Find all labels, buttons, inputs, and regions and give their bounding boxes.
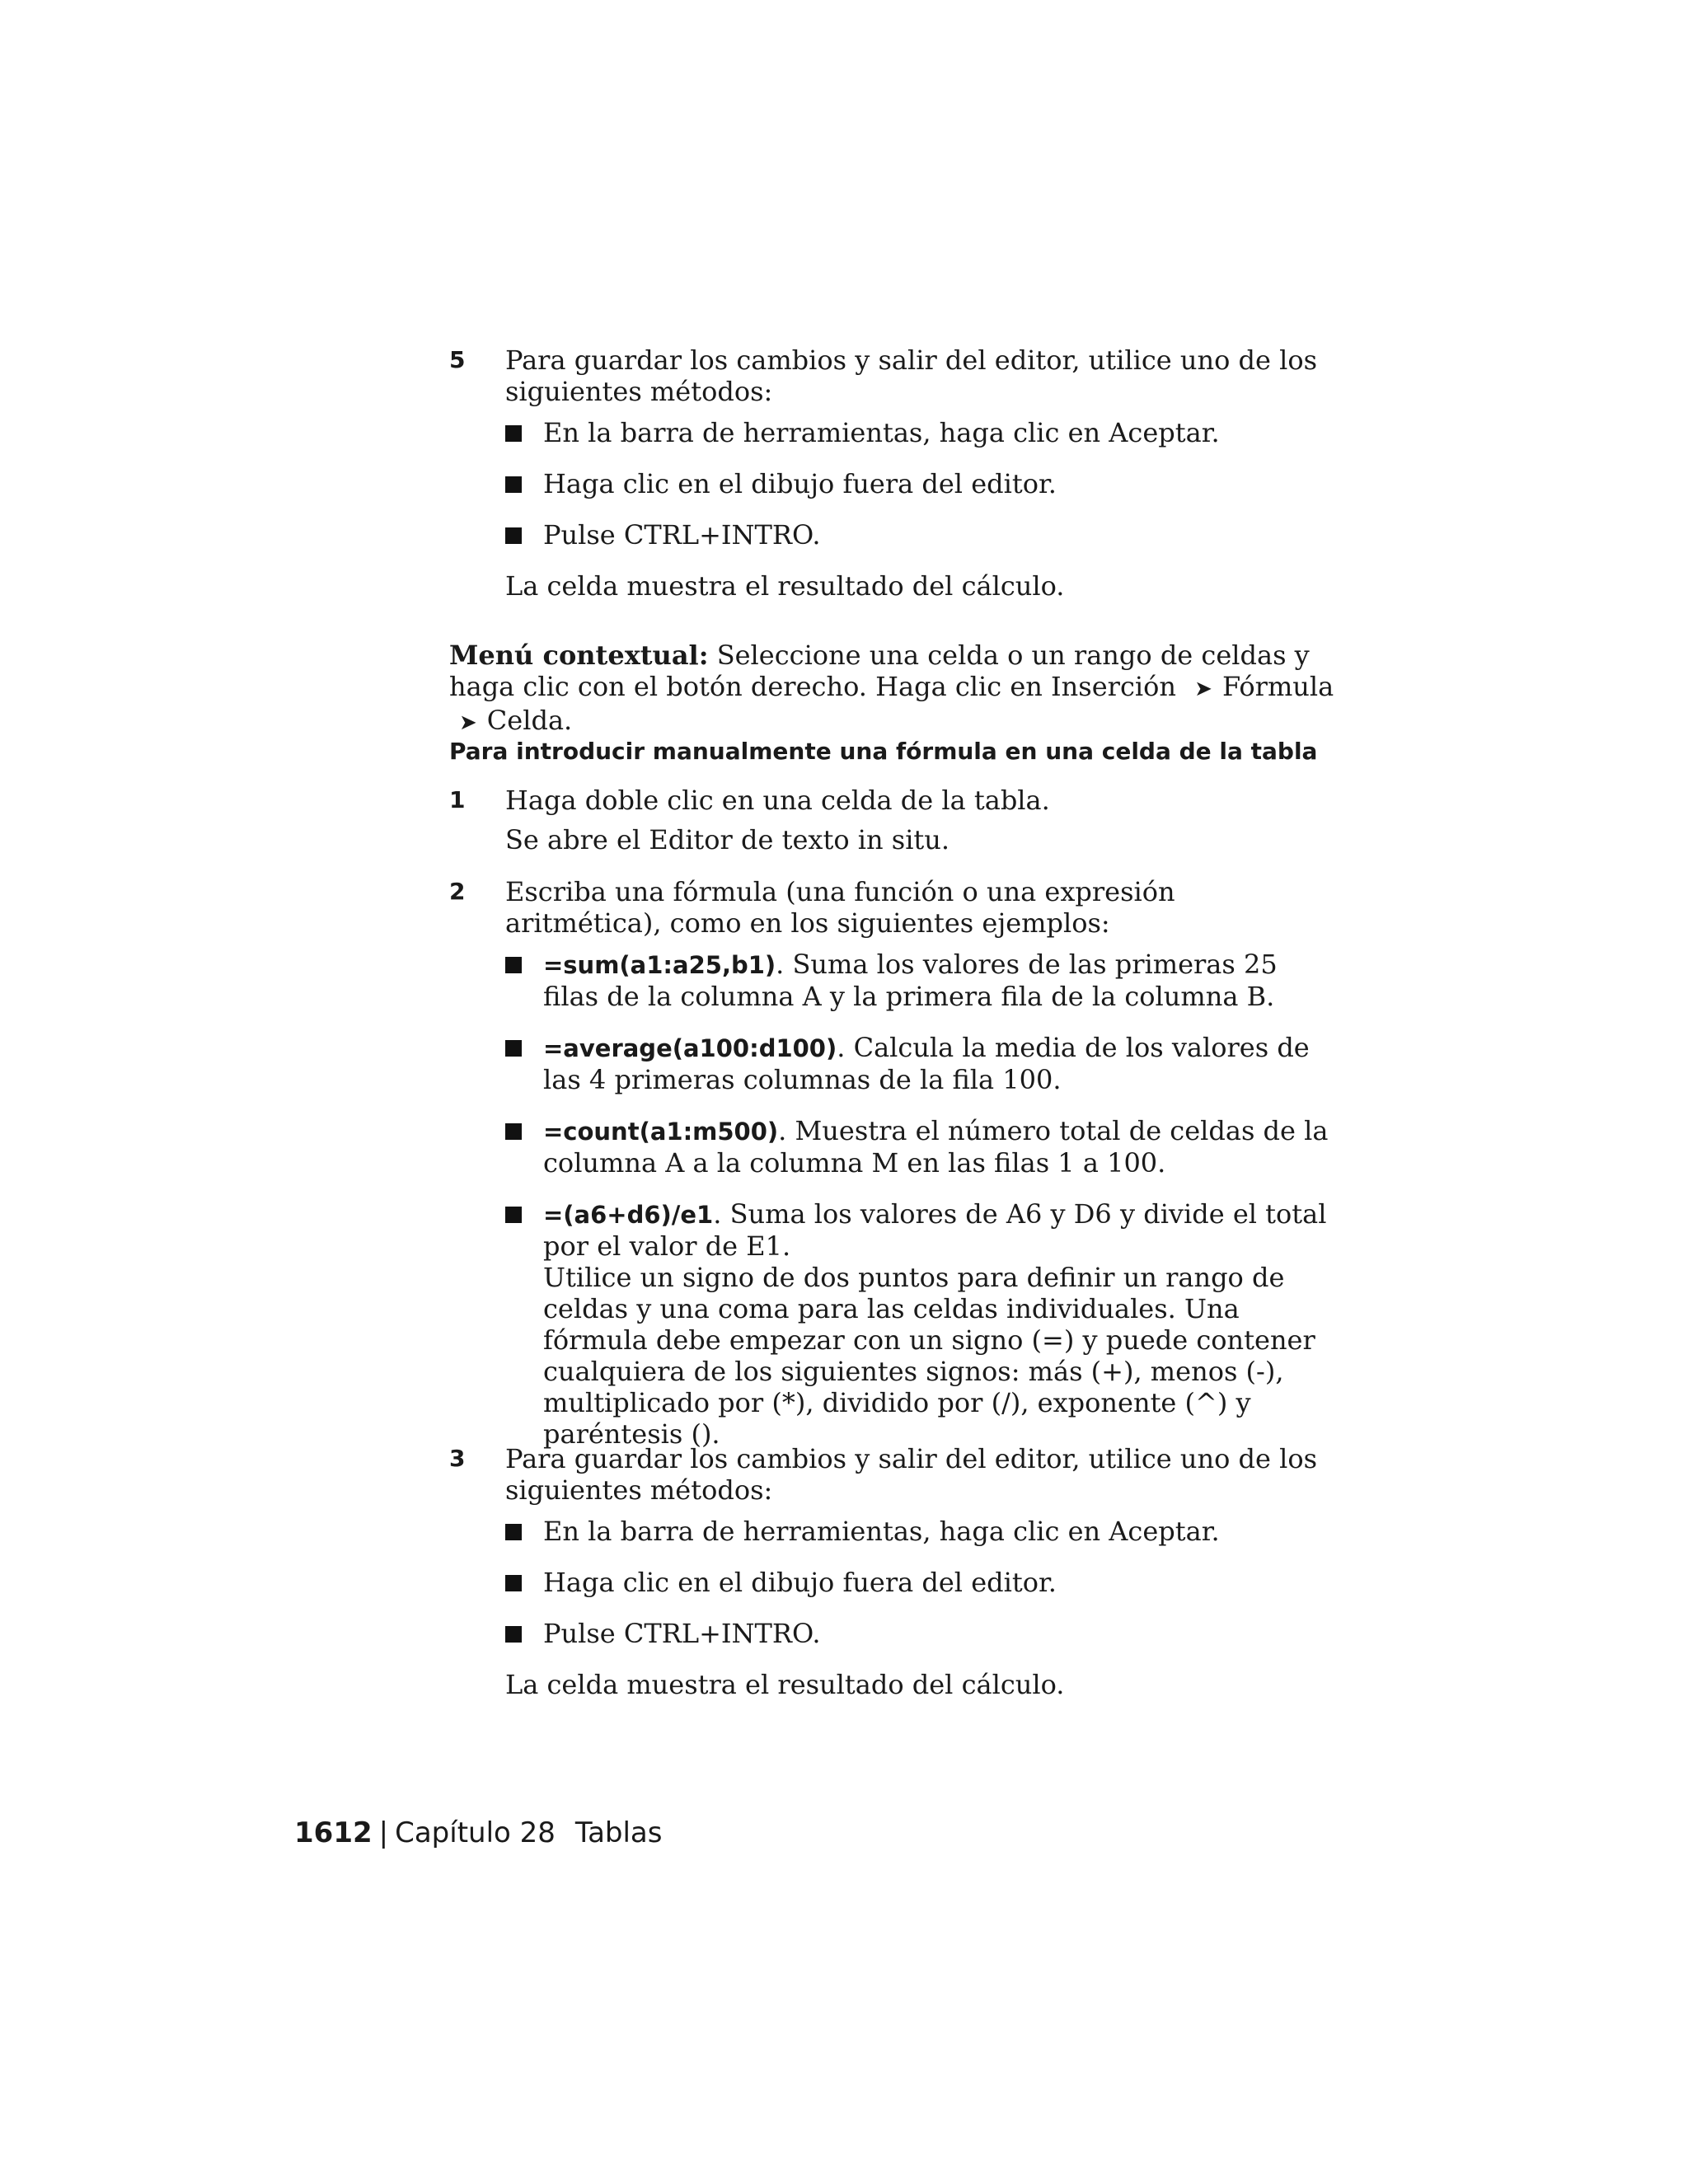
- bullet-square-icon: [505, 476, 522, 493]
- footer-separator: |: [378, 1816, 389, 1849]
- step-number: 3: [449, 1445, 466, 1472]
- formula-rules-text: Utilice un signo de dos puntos para definir un rango de celdas y una coma para las celdas individuales. Una fórmula debe empezar con un signo (=) y puede contener cualquiera de los siguientes signos: más (+), menos (-), multiplicado por (*), dividido por (/), exponente (^) y paréntesis ().: [543, 1262, 1315, 1450]
- list-item: [505, 417, 1339, 448]
- step-3: [449, 1443, 1339, 1700]
- list-item: [505, 949, 1339, 1012]
- formula-description: . Suma los valores de A6 y D6 y divide el total por el valor de E1.: [543, 1198, 1327, 1262]
- step-text: Para guardar los cambios y salir del editor, utilice uno de los siguientes métodos:: [505, 1443, 1318, 1506]
- step-1: [449, 785, 1339, 855]
- arrow-right-icon: ➤: [459, 710, 477, 735]
- list-item-text: En la barra de herramientas, haga clic en Aceptar.: [543, 1516, 1220, 1547]
- formula-description: . Muestra el número total de celdas de la columna A a la columna M en las filas 1 a 100.: [543, 1115, 1329, 1179]
- step-text: Escriba una fórmula (una función o una expresión aritmética), como en los siguientes ejemplos:: [505, 876, 1175, 939]
- bullet-square-icon: [505, 1626, 522, 1643]
- menu-path-item: Fórmula: [1221, 671, 1334, 702]
- bullet-square-icon: [505, 425, 522, 442]
- chapter-title: Tablas: [574, 1816, 663, 1849]
- section-heading: Para introducir manualmente una fórmula en una celda de la tabla: [449, 738, 1318, 765]
- context-menu-text: Seleccione una celda o un rango de celdas y haga clic con el botón derecho. Haga clic en Inserción: [449, 640, 1310, 702]
- bullet-square-icon: [505, 1524, 522, 1540]
- formula-code: =count(a1:m500): [543, 1118, 779, 1146]
- page-number: 1612: [294, 1816, 373, 1849]
- list-item: [505, 1516, 1339, 1547]
- page-footer: [294, 1817, 662, 1849]
- result-text: La celda muestra el resultado del cálculo.: [505, 570, 1065, 602]
- list-item: [505, 1115, 1339, 1179]
- step-number: 2: [449, 878, 466, 905]
- step-2: [449, 876, 1339, 1469]
- example-list: [505, 949, 1339, 1450]
- bullet-list: [505, 417, 1339, 551]
- list-item-text: Haga clic en el dibujo fuera del editor.: [543, 1567, 1057, 1598]
- list-item: [505, 1567, 1339, 1598]
- step-5: [449, 344, 1339, 602]
- formula-description: . Calcula la media de los valores de las 4 primeras columnas de la fila 100.: [543, 1032, 1310, 1095]
- bullet-square-icon: [505, 957, 522, 973]
- step-note: Se abre el Editor de texto in situ.: [505, 824, 950, 855]
- step-text: Para guardar los cambios y salir del editor, utilice uno de los siguientes métodos:: [505, 344, 1318, 407]
- context-menu-paragraph: [449, 640, 1339, 738]
- chapter-label: Capítulo 28: [395, 1816, 556, 1849]
- list-item-text: En la barra de herramientas, haga clic en Aceptar.: [543, 417, 1220, 448]
- list-item-text: Pulse CTRL+INTRO.: [543, 1618, 821, 1649]
- bullet-square-icon: [505, 1040, 522, 1057]
- result-text: La celda muestra el resultado del cálculo.: [505, 1669, 1065, 1700]
- bullet-square-icon: [505, 1123, 522, 1140]
- list-item: [505, 1198, 1339, 1450]
- step-number: 5: [449, 346, 466, 373]
- menu-path-item: Celda.: [486, 705, 573, 736]
- formula-code: =(a6+d6)/e1: [543, 1201, 714, 1229]
- step-number: 1: [449, 786, 466, 813]
- bullet-square-icon: [505, 1207, 522, 1223]
- formula-code: =sum(a1:a25,b1): [543, 951, 776, 979]
- bullet-square-icon: [505, 527, 522, 544]
- bullet-square-icon: [505, 1575, 522, 1591]
- list-item: [505, 519, 1339, 551]
- formula-code: =average(a100:d100): [543, 1034, 837, 1062]
- formula-description: . Suma los valores de las primeras 25 filas de la columna A y la primera fila de la columna B.: [543, 949, 1278, 1012]
- arrow-right-icon: ➤: [1194, 677, 1212, 701]
- step-text: Haga doble clic en una celda de la tabla.: [505, 785, 1050, 816]
- list-item: [505, 468, 1339, 499]
- list-item-text: Haga clic en el dibujo fuera del editor.: [543, 468, 1057, 499]
- list-item-text: Pulse CTRL+INTRO.: [543, 519, 821, 551]
- list-item: [505, 1618, 1339, 1649]
- context-menu-label: Menú contextual:: [449, 640, 709, 671]
- bullet-list: [505, 1516, 1339, 1649]
- list-item: [505, 1032, 1339, 1095]
